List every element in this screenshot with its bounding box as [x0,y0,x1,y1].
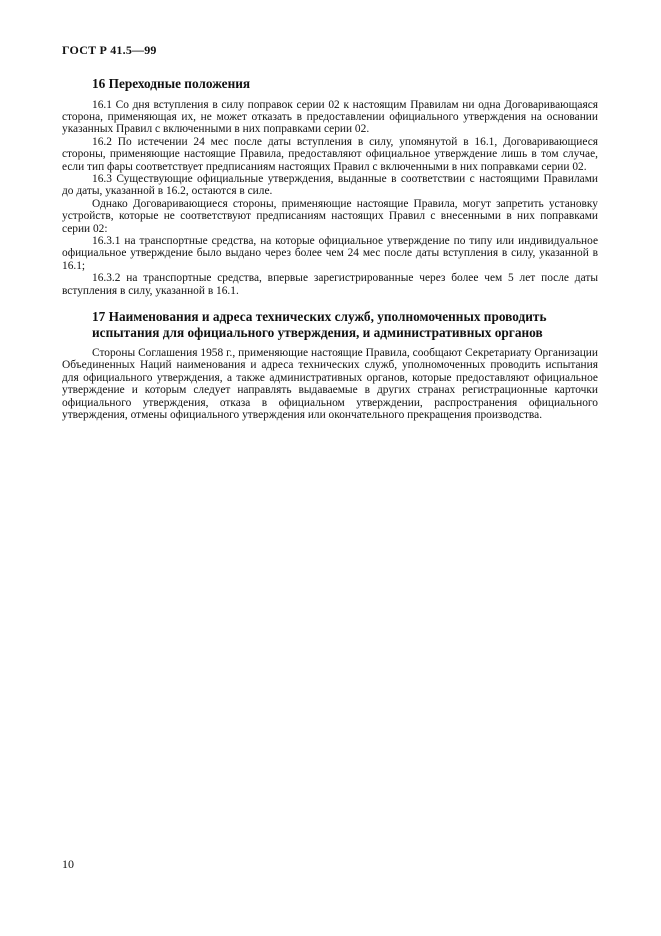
page-number: 10 [62,857,74,871]
paragraph-16-3-intro: Однако Договаривающиеся стороны, применяющие настоящие Правила, могут запретить установку устройств, которые не соответствуют предписаниям настоящих Правил с внесенными в них поправками серии 02: [62,197,598,235]
document-body [62,76,598,421]
paragraph-17-body: Стороны Соглашения 1958 г., применяющие настоящие Правила, сообщают Секретариату Организации Объединенных Наций наименования и адреса технических служб, уполномоченных проводить испытания для официального утверждения, а также административных органов, которые предоставляют официальное утверждение и которым следует направлять выдаваемые в других странах регистрационные карточки официального утверждения, отказа в официальном утверждении, распространения официального утверждения, отмены официального утверждения или окончательного прекращения производства. [62,347,598,422]
paragraph-16-3-2: 16.3.2 на транспортные средства, впервые зарегистрированные через более чем 5 лет после даты вступления в силу, указанной в 16.1. [62,272,598,297]
section-17-heading: 17 Наименования и адреса технических служб, уполномоченных проводить испытания для официального утверждения, и административных органов [92,309,547,340]
paragraph-16-3: 16.3 Существующие официальные утверждения, выданные в соответствии с настоящими Правилами до даты, указанной в 16.2, остаются в силе. [62,172,598,198]
paragraph-16-3-1: 16.3.1 на транспортные средства, на которые официальное утверждение по типу или индивидуальное официальное утверждение было выдано через более чем 24 мес после даты вступления в силу, указанной в 16.1; [62,234,598,272]
paragraph-16-1: 16.1 Со дня вступления в силу поправок серии 02 к настоящим Правилам ни одна Договаривающаяся сторона, применяющая их, не может отказать в предоставлении официального утверждения на основании указанных Правил с включенными в них поправками серии 02. [62,98,598,136]
document-code-header: ГОСТ Р 41.5—99 [62,43,157,57]
section-16-heading: 16 Переходные положения [92,76,251,91]
paragraph-16-2: 16.2 По истечении 24 мес после даты вступления в силу, упомянутой в 16.1, Договаривающиеся стороны, применяющие настоящие Правила, предоставляют официальное утверждение лишь в том случае, если тип фары соответствует предписаниям настоящих Правил с включенными в них поправками серии 02. [62,135,598,173]
